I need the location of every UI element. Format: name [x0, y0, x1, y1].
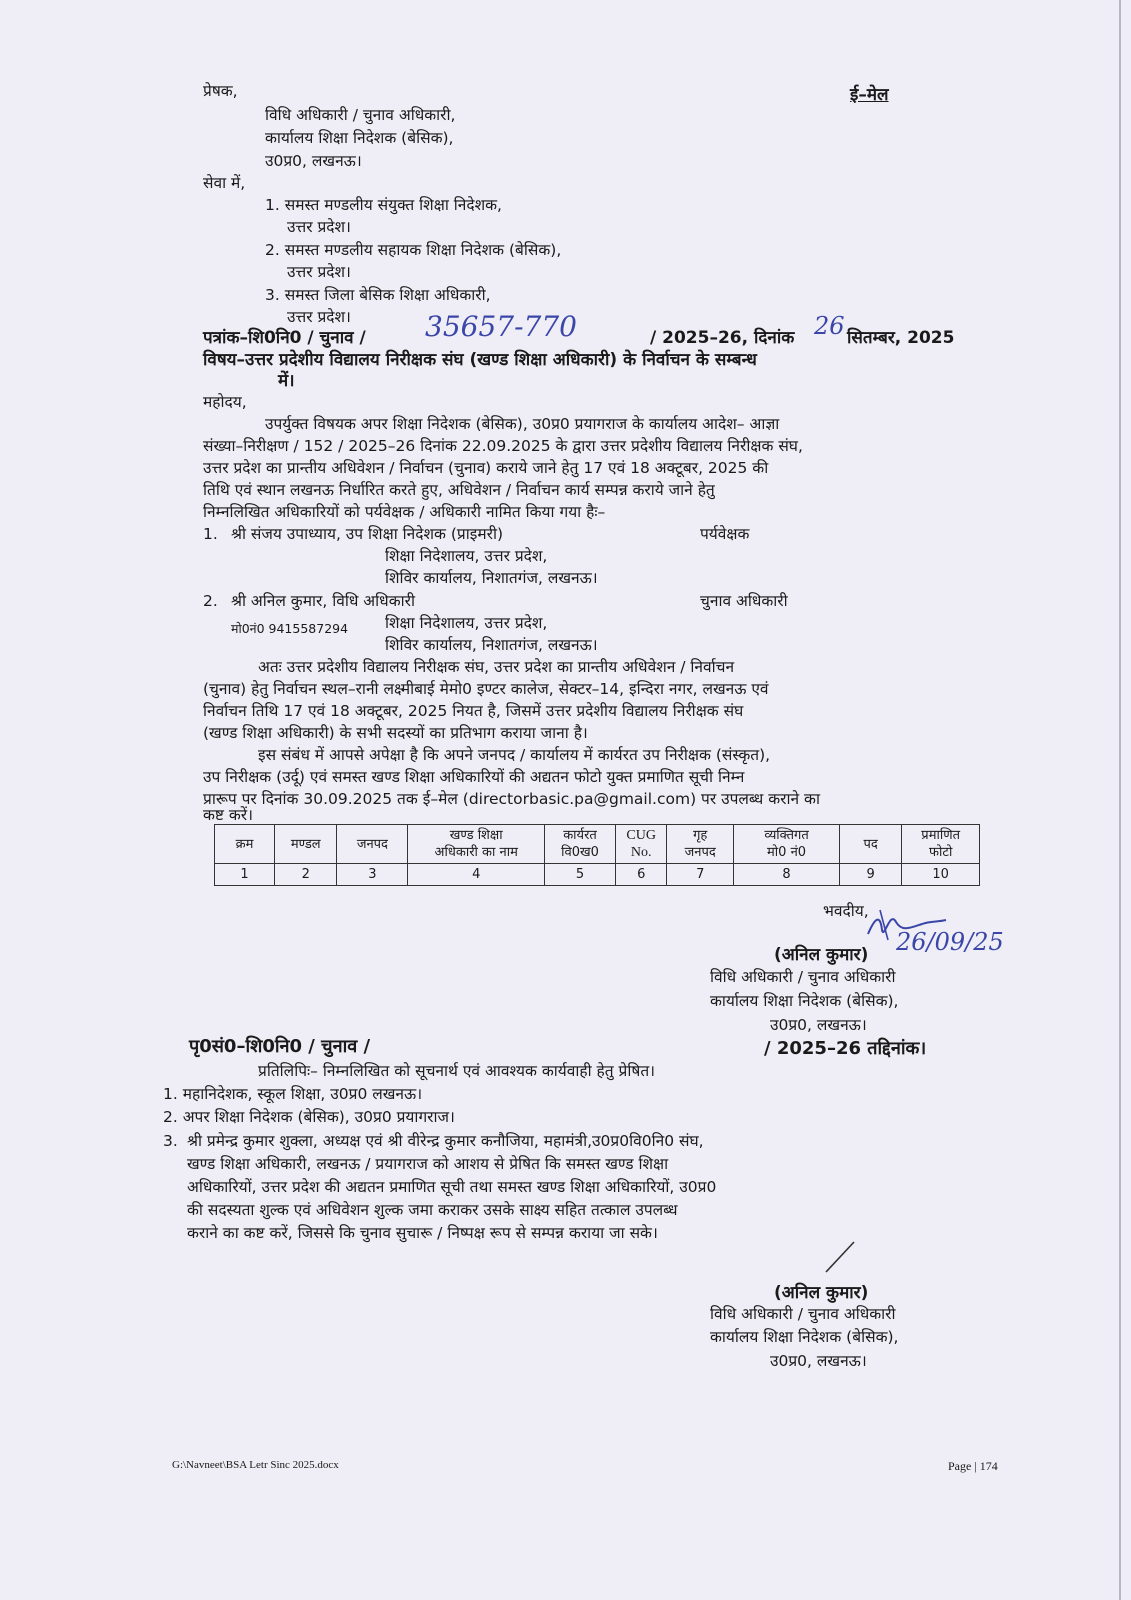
- th-janpad: जनपद: [337, 825, 408, 864]
- para2-line-2: (चुनाव) हेतु निर्वाचन स्थल–रानी लक्ष्मीबाई मेमो0 इण्टर कालेज, सेक्टर–14, इन्दिरा नगर, लखनऊ एवं: [203, 680, 769, 698]
- copy-item-3-line-4: की सदस्यता शुल्क एवं अधिवेशन शुल्क जमा कराकर उसके साक्ष्य सहित तत्काल उपलब्ध: [187, 1201, 678, 1219]
- table-cell: 10: [902, 864, 980, 886]
- th-officer-name: खण्ड शिक्षा अधिकारी का नाम: [408, 825, 545, 864]
- copy-intro: प्रतिलिपिः– निम्नलिखित को सूचनार्थ एवं आवश्यक कार्यवाही हेतु प्रेषित।: [258, 1062, 656, 1080]
- subject-line-2: में।: [278, 371, 295, 391]
- sender-line-1: विधि अधिकारी / चुनाव अधिकारी,: [265, 106, 456, 124]
- officer-1-num: 1.: [203, 525, 218, 543]
- para3-line-3: प्रारूप पर दिनांक 30.09.2025 तक ई–मेल (directorbasic.pa@gmail.com) पर उपलब्ध कराने का: [203, 790, 820, 808]
- para2-line-4: (खण्ड शिक्षा अधिकारी) के सभी सदस्यों का प्रतिभाग कराया जाना है।: [203, 724, 588, 742]
- copy-signatory-line-2: कार्यालय शिक्षा निदेशक (बेसिक),: [710, 1328, 899, 1346]
- officer-1-addr1: शिक्षा निदेशालय, उत्तर प्रदेश,: [385, 547, 548, 565]
- ref-number-handwritten: 35657-770: [425, 310, 577, 343]
- table-cell: 9: [840, 864, 902, 886]
- yours-faithfully: भवदीय,: [823, 902, 869, 920]
- copy-item-3-line-1: श्री प्रमेन्द्र कुमार शुक्ला, अध्यक्ष एवं श्री वीरेन्द्र कुमार कनौजिया, महामंत्री,उ0प्र0वि0नि0 संघ,: [187, 1132, 704, 1150]
- th-mandal: मण्डल: [275, 825, 337, 864]
- salutation: महोदय,: [203, 393, 247, 411]
- sender-line-3: उ0प्र0, लखनऊ।: [265, 152, 362, 170]
- recipient-1-state: उत्तर प्रदेश।: [287, 218, 351, 236]
- format-table: [214, 824, 980, 886]
- officer-1-name: श्री संजय उपाध्याय, उप शिक्षा निदेशक (प्राइमरी): [231, 525, 504, 543]
- copy-item-2: 2. अपर शिक्षा निदेशक (बेसिक), उ0प्र0 प्रयागराज।: [163, 1108, 455, 1126]
- officer-2-role: चुनाव अधिकारी: [700, 592, 788, 610]
- para1-line-3: उत्तर प्रदेश का प्रान्तीय अधिवेशन / निर्वाचन (चुनाव) कराये जाने हेतु 17 एवं 18 अक्टूबर, 2025 की: [203, 459, 769, 477]
- table-cell: 2: [275, 864, 337, 886]
- officer-1-addr2: शिविर कार्यालय, निशातगंज, लखनऊ।: [385, 569, 598, 587]
- copy-signatory-line-1: विधि अधिकारी / चुनाव अधिकारी: [710, 1305, 896, 1323]
- officer-1-role: पर्यवेक्षक: [700, 525, 750, 543]
- table-cell: 6: [616, 864, 667, 886]
- th-pad: पद: [840, 825, 902, 864]
- officer-2-name: श्री अनिल कुमार, विधि अधिकारी: [231, 592, 415, 610]
- subject-line-1: विषय–उत्तर प्रदेशीय विद्यालय निरीक्षक संघ (खण्ड शिक्षा अधिकारी) के निर्वाचन के सम्बन्ध: [203, 350, 757, 370]
- para2-line-3: निर्वाचन तिथि 17 एवं 18 अक्टूबर, 2025 नियत है, जिसमें उत्तर प्रदेशीय विद्यालय निरीक्षक संघ: [203, 702, 744, 720]
- email-tag: ई–मेल: [850, 85, 889, 105]
- copy-ref-right: / 2025–26 तद्दिनांक।: [764, 1038, 927, 1059]
- para3-line-4: कष्ट करें।: [203, 806, 254, 824]
- ref-prefix: पत्रांक–शि0नि0 / चुनाव /: [203, 328, 366, 348]
- th-kram: क्रम: [215, 825, 275, 864]
- signatory-line-1: विधि अधिकारी / चुनाव अधिकारी: [710, 968, 896, 986]
- signatory-name: (अनिल कुमार): [774, 945, 869, 965]
- table-cell: 3: [337, 864, 408, 886]
- para2-line-1: अतः उत्तर प्रदेशीय विद्यालय निरीक्षक संघ, उत्तर प्रदेश का प्रान्तीय अधिवेशन / निर्वाचन: [258, 658, 735, 676]
- page-edge: [1119, 0, 1121, 1600]
- table-cell: 5: [545, 864, 616, 886]
- copy-item-1: 1. महानिदेशक, स्कूल शिक्षा, उ0प्र0 लखनऊ।: [163, 1085, 423, 1103]
- copy-item-3-num: 3.: [163, 1132, 178, 1150]
- recipient-3: 3. समस्त जिला बेसिक शिक्षा अधिकारी,: [265, 286, 491, 304]
- signatory-line-3: उ0प्र0, लखनऊ।: [770, 1016, 867, 1034]
- para1-line-2: संख्या–निरीक्षण / 152 / 2025–26 दिनांक 22.09.2025 के द्वारा उत्तर प्रदेशीय विद्यालय निरीक्षक संघ,: [203, 437, 803, 455]
- para3-line-2: उप निरीक्षक (उर्दू) एवं समस्त खण्ड शिक्षा अधिकारियों की अद्यतन फोटो युक्त प्रमाणित सूची निम्न: [203, 768, 745, 786]
- th-cug: CUG No.: [616, 825, 667, 864]
- table-cell: 8: [734, 864, 840, 886]
- table-header-row: [215, 825, 980, 864]
- recipient-3-state: उत्तर प्रदेश।: [287, 308, 351, 326]
- copy-item-3-line-3: अधिकारियों, उत्तर प्रदेश की अद्यतन प्रमाणित सूची तथा समस्त खण्ड शिक्षा अधिकारियों, उ0प्र0: [187, 1178, 717, 1196]
- officer-2-addr2: शिविर कार्यालय, निशातगंज, लखनऊ।: [385, 636, 598, 654]
- table-cell: 1: [215, 864, 275, 886]
- para3-line-1: इस संबंध में आपसे अपेक्षा है कि अपने जनपद / कार्यालय में कार्यरत उप निरीक्षक (संस्कृत),: [258, 746, 771, 764]
- para1-line-1: उपर्युक्त विषयक अपर शिक्षा निदेशक (बेसिक), उ0प्र0 प्रयागराज के कार्यालय आदेश– आज्ञा: [265, 415, 780, 433]
- initial-mark: [820, 1240, 860, 1276]
- footer-page-number: Page | 174: [948, 1459, 998, 1473]
- th-photo: प्रमाणित फोटो: [902, 825, 980, 864]
- officer-2-addr1: शिक्षा निदेशालय, उत्तर प्रदेश,: [385, 614, 548, 632]
- table-row: [215, 864, 980, 886]
- para1-line-4: तिथि एवं स्थान लखनऊ निर्धारित करते हुए, अधिवेशन / निर्वाचन कार्य सम्पन्न कराये जाने हेतु: [203, 481, 715, 499]
- sender-label: प्रेषक,: [203, 82, 238, 100]
- th-grih-janpad: गृह जनपद: [667, 825, 734, 864]
- ref-year-date: / 2025–26, दिनांक: [650, 328, 795, 348]
- ref-month-year: सितम्बर, 2025: [847, 328, 955, 348]
- table-cell: 7: [667, 864, 734, 886]
- recipient-2: 2. समस्त मण्डलीय सहायक शिक्षा निदेशक (बेसिक),: [265, 241, 562, 259]
- signature-date-handwritten: 26/09/25: [896, 928, 1004, 956]
- footer-file-path: G:\Navneet\BSA Letr Sinc 2025.docx: [172, 1459, 339, 1471]
- ref-day-handwritten: 26: [814, 312, 845, 340]
- copy-ref-left: पृ0सं0–शि0नि0 / चुनाव /: [189, 1036, 371, 1057]
- table-cell: 4: [408, 864, 545, 886]
- copy-signatory-name: (अनिल कुमार): [774, 1283, 869, 1303]
- th-karyarat: कार्यरत वि0ख0: [545, 825, 616, 864]
- para1-line-5: निम्नलिखित अधिकारियों को पर्यवेक्षक / अधिकारी नामित किया गया हैः–: [203, 503, 606, 521]
- copy-signatory-line-3: उ0प्र0, लखनऊ।: [770, 1352, 867, 1370]
- copy-item-3-line-2: खण्ड शिक्षा अधिकारी, लखनऊ / प्रयागराज को आशय से प्रेषित कि समस्त खण्ड शिक्षा: [187, 1155, 669, 1173]
- officer-2-num: 2.: [203, 592, 218, 610]
- signatory-line-2: कार्यालय शिक्षा निदेशक (बेसिक),: [710, 992, 899, 1010]
- copy-item-3-line-5: कराने का कष्ट करें, जिससे कि चुनाव सुचारू / निष्पक्ष रूप से सम्पन्न कराया जा सके।: [187, 1224, 658, 1242]
- recipient-2-state: उत्तर प्रदेश।: [287, 263, 351, 281]
- sender-line-2: कार्यालय शिक्षा निदेशक (बेसिक),: [265, 129, 454, 147]
- recipient-1: 1. समस्त मण्डलीय संयुक्त शिक्षा निदेशक,: [265, 196, 502, 214]
- th-mobile: व्यक्तिगत मो0 नं0: [734, 825, 840, 864]
- officer-2-mobile: मो0नं0 9415587294: [231, 621, 349, 636]
- recipients-label: सेवा में,: [203, 174, 246, 192]
